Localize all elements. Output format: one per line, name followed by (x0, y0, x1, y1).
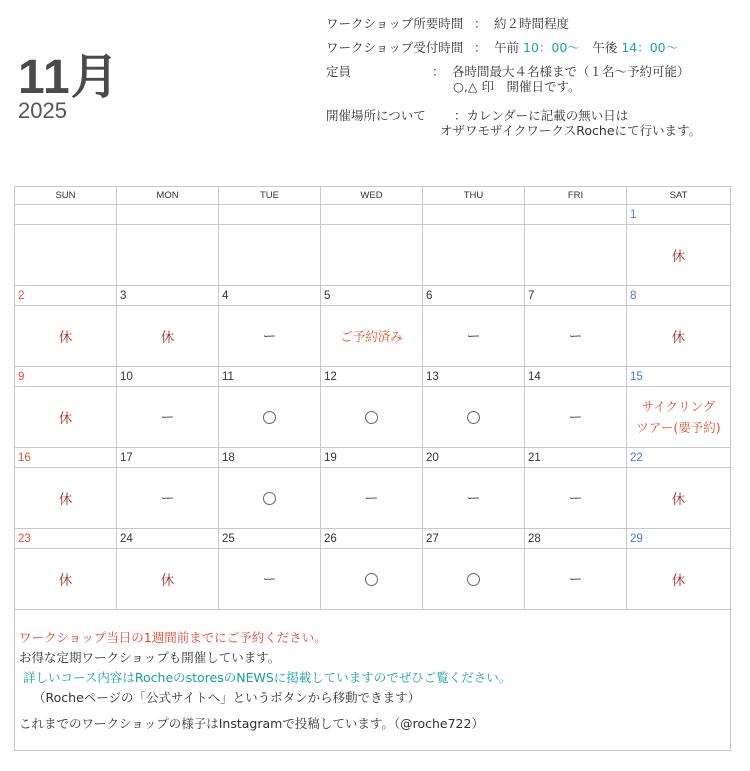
am-time: 10：00〜 (523, 40, 580, 55)
reserved-mark: ご予約済み (340, 329, 403, 344)
date-number-mon: 3 (117, 286, 219, 306)
unavailable-mark: ー (568, 491, 583, 507)
day-status-cell (423, 306, 525, 367)
available-mark (263, 492, 276, 505)
closed-mark: 休 (160, 573, 175, 589)
date-number-mon: 17 (117, 448, 219, 468)
day-status-cell (423, 468, 525, 529)
day-status-cell (219, 549, 321, 610)
weekday-wed: WED (321, 187, 423, 205)
date-number-tue: 4 (219, 286, 321, 306)
day-status-cell (15, 387, 117, 448)
day-status-cell (219, 387, 321, 448)
day-status-cell (627, 468, 731, 529)
day-status-cell (117, 306, 219, 367)
year-label: 2025 (18, 98, 67, 123)
closed-mark: 休 (671, 573, 686, 589)
date-number-mon: 24 (117, 529, 219, 549)
available-mark (467, 573, 480, 586)
day-status-cell (321, 549, 423, 610)
date-number-wed (321, 205, 423, 225)
closed-mark: 休 (671, 249, 686, 265)
day-status-cell (423, 549, 525, 610)
pm-time: 14：00〜 (621, 40, 679, 55)
note-official-site: （Rocheページの「公式サイトへ」というボタンから移動できます） (33, 690, 421, 705)
available-mark (365, 411, 378, 424)
status-row (15, 306, 731, 367)
date-number-sun: 23 (15, 529, 117, 549)
unavailable-mark: ー (568, 572, 583, 588)
date-number-sun: 16 (15, 448, 117, 468)
date-number-thu: 13 (423, 367, 525, 387)
unavailable-mark: ー (160, 491, 175, 507)
weekday-tue: TUE (219, 187, 321, 205)
status-row (15, 387, 731, 448)
day-status-cell (15, 225, 117, 286)
closed-mark: 休 (671, 330, 686, 346)
unavailable-mark: ー (262, 329, 277, 345)
date-number-sun: 9 (15, 367, 117, 387)
weekday-mon: MON (117, 187, 219, 205)
date-number-sat: 1 (627, 205, 731, 225)
day-status-cell (15, 306, 117, 367)
day-status-cell (321, 387, 423, 448)
day-status-cell (423, 225, 525, 286)
closed-mark: 休 (58, 573, 73, 589)
date-number-mon (117, 205, 219, 225)
unavailable-mark: ー (568, 329, 583, 345)
closed-mark: 休 (58, 492, 73, 508)
unavailable-mark: ー (568, 410, 583, 426)
note-regular-workshop: お得な定期ワークショップも開催しています。 (19, 650, 281, 665)
date-number-thu: 27 (423, 529, 525, 549)
notes-cell (15, 610, 731, 751)
status-row (15, 468, 731, 529)
date-number-sat: 29 (627, 529, 731, 549)
day-status-cell (117, 549, 219, 610)
status-row (15, 225, 731, 286)
weekday-thu: THU (423, 187, 525, 205)
closed-mark: 休 (58, 330, 73, 346)
colon: ： (454, 108, 467, 123)
month-title: 11月 (18, 51, 120, 104)
day-status-cell (321, 468, 423, 529)
day-status-cell (627, 549, 731, 610)
date-number-thu (423, 205, 525, 225)
date-number-tue: 25 (219, 529, 321, 549)
date-number-thu: 6 (423, 286, 525, 306)
duration-label: ワークショップ所要時間 (326, 16, 464, 31)
day-status-cell (627, 306, 731, 367)
day-status-cell (321, 306, 423, 367)
day-status-cell (117, 468, 219, 529)
capacity-value: 各時間最大４名様まで（１名〜予約可能） (452, 64, 690, 79)
note-reservation: ワークショップ当日の1週間前までにご予約ください。 (19, 630, 327, 645)
date-number-fri: 7 (525, 286, 627, 306)
weekday-fri: FRI (525, 187, 627, 205)
note-instagram: これまでのワークショップの様子はInstagramで投稿しています。（@roche722） (19, 716, 484, 731)
date-number-sat: 15 (627, 367, 731, 387)
capacity-label: 定員 (326, 64, 352, 79)
venue-line-2: オザワモザイクワークスRocheにて行います。 (440, 123, 702, 138)
status-row (15, 549, 731, 610)
closed-mark: 休 (160, 330, 175, 346)
date-number-wed: 5 (321, 286, 423, 306)
available-mark (365, 573, 378, 586)
unavailable-mark: ー (466, 491, 481, 507)
date-number-row (15, 529, 731, 549)
date-number-fri (525, 205, 627, 225)
day-status-cell (219, 225, 321, 286)
unavailable-mark: ー (364, 491, 379, 507)
weekday-header-row (15, 187, 731, 205)
date-number-tue (219, 205, 321, 225)
day-status-cell (117, 225, 219, 286)
day-status-cell (525, 468, 627, 529)
duration-value: 約２時間程度 (494, 16, 570, 31)
pm-label: 午後 (592, 40, 618, 55)
venue-text-1: カレンダーに記載の無い日は (466, 108, 629, 123)
notes-row (15, 610, 731, 751)
date-number-sun: 2 (15, 286, 117, 306)
day-status-cell (117, 387, 219, 448)
reception-times (494, 36, 678, 60)
weekday-sat: SAT (627, 187, 731, 205)
day-status-cell (219, 468, 321, 529)
colon: ： (432, 64, 445, 79)
date-number-tue: 18 (219, 448, 321, 468)
capacity-note: ○,△ 印 開催日です。 (453, 79, 581, 94)
weekday-sun: SUN (15, 187, 117, 205)
day-status-cell (525, 549, 627, 610)
day-status-cell (15, 549, 117, 610)
date-number-sat: 22 (627, 448, 731, 468)
day-status-cell (525, 387, 627, 448)
available-mark (467, 411, 480, 424)
cycling-tour-mark: サイクリング ツアー(要予約) (636, 399, 721, 435)
day-status-cell (525, 225, 627, 286)
colon: ： (474, 16, 487, 31)
date-number-fri: 14 (525, 367, 627, 387)
day-status-cell (321, 225, 423, 286)
date-number-mon: 10 (117, 367, 219, 387)
unavailable-mark: ー (262, 572, 277, 588)
note-course-details: 詳しいコース内容はRocheのstoresのNEWSに掲載していますのでぜひご覧ください。 (23, 670, 512, 685)
day-status-cell (627, 225, 731, 286)
closed-mark: 休 (58, 411, 73, 427)
reception-label: ワークショップ受付時間 (326, 40, 464, 55)
reception-row (326, 36, 701, 60)
date-number-row (15, 286, 731, 306)
date-number-fri: 28 (525, 529, 627, 549)
date-number-sat: 8 (627, 286, 731, 306)
date-number-thu: 20 (423, 448, 525, 468)
day-status-cell (15, 468, 117, 529)
venue-label: 開催場所について (326, 108, 426, 123)
am-label: 午前 (494, 40, 520, 55)
day-status-cell (219, 306, 321, 367)
date-number-row (15, 367, 731, 387)
available-mark (263, 411, 276, 424)
unavailable-mark: ー (160, 410, 175, 426)
day-status-cell (525, 306, 627, 367)
duration-row (326, 12, 701, 36)
date-number-wed: 12 (321, 367, 423, 387)
date-number-row (15, 205, 731, 225)
day-status-cell (423, 387, 525, 448)
closed-mark: 休 (671, 492, 686, 508)
workshop-info (326, 12, 701, 140)
date-number-fri: 21 (525, 448, 627, 468)
colon: ： (474, 40, 487, 55)
date-number-sun (15, 205, 117, 225)
date-number-wed: 26 (321, 529, 423, 549)
date-number-wed: 19 (321, 448, 423, 468)
date-number-row (15, 448, 731, 468)
date-number-tue: 11 (219, 367, 321, 387)
calendar-table (14, 186, 731, 751)
day-status-cell (627, 387, 731, 448)
unavailable-mark: ー (466, 329, 481, 345)
